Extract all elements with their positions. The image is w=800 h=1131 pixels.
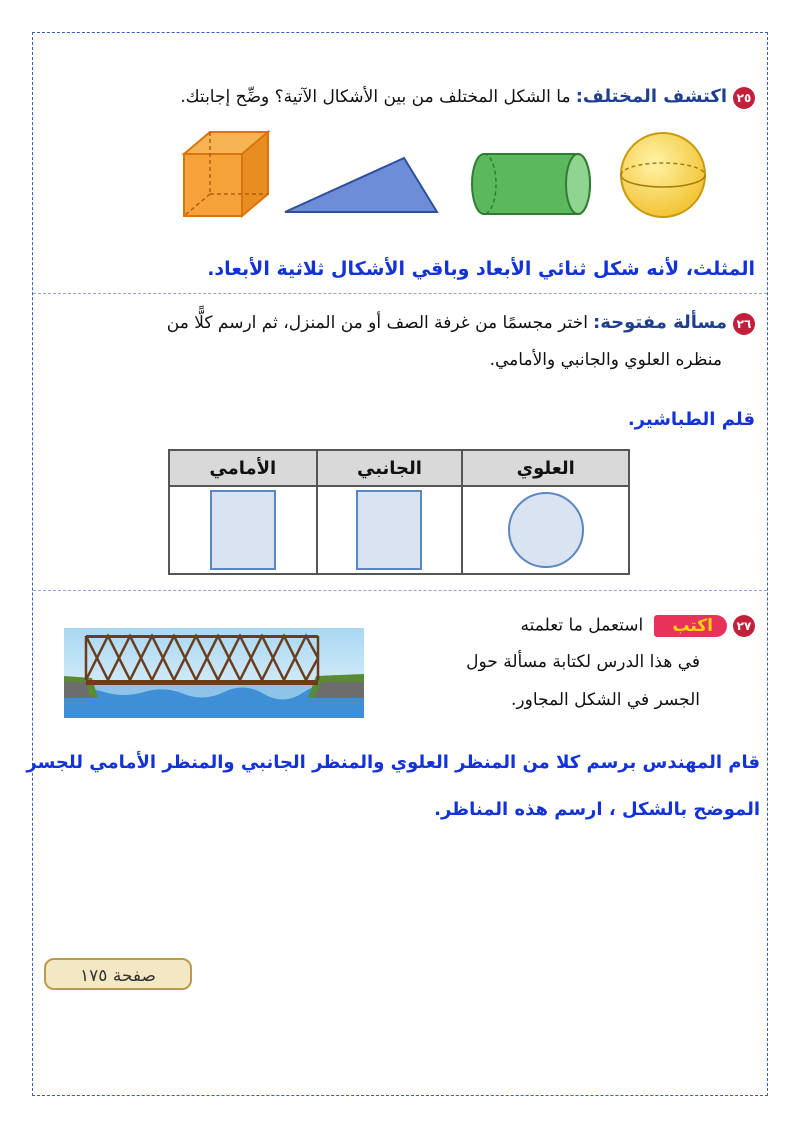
views-table-header-row bbox=[169, 450, 629, 486]
triangle-icon bbox=[282, 155, 440, 215]
cell-front-view bbox=[169, 486, 317, 574]
rectangle-shape bbox=[356, 490, 422, 570]
bridge-illustration bbox=[64, 628, 364, 718]
q26-text-line1: اختر مجسمًا من غرفة الصف أو من المنزل، ثم ارسم كلًّا من bbox=[166, 313, 588, 333]
q25-prompt bbox=[180, 86, 755, 109]
q27-text-line1: استعمل ما تعلمته bbox=[520, 615, 644, 636]
circle-shape bbox=[508, 492, 584, 568]
q26-heading: مسألة مفتوحة: bbox=[593, 312, 727, 333]
separator-1 bbox=[33, 293, 767, 294]
header-top-view: العلوي bbox=[462, 450, 629, 486]
separator-2 bbox=[33, 590, 767, 591]
sphere-icon bbox=[618, 130, 708, 220]
cylinder-icon bbox=[470, 150, 594, 218]
q27-text-line2: في هذا الدرس لكتابة مسألة حول bbox=[466, 652, 700, 672]
rectangle-shape bbox=[210, 490, 276, 570]
q27-prompt bbox=[521, 615, 755, 637]
q26-answer: قلم الطباشير. bbox=[627, 409, 755, 430]
q25-text: ما الشكل المختلف من بين الأشكال الآتية؟ وضِّح إجابتك. bbox=[180, 87, 571, 107]
page-number-badge: صفحة ١٧٥ bbox=[44, 958, 192, 990]
q26-text-line2: منظره العلوي والجانبي والأمامي. bbox=[489, 350, 722, 370]
header-side-view: الجانبي bbox=[317, 450, 463, 486]
q27-answer-line2: الموضح بالشكل ، ارسم هذه المناظر. bbox=[434, 799, 760, 820]
q27-number-badge: ٢٧ bbox=[733, 615, 755, 637]
q25-heading: اكتشف المختلف: bbox=[575, 86, 727, 107]
views-table-row bbox=[169, 486, 629, 574]
cube-icon bbox=[180, 128, 272, 220]
write-tag: اكتب bbox=[654, 615, 727, 637]
cell-side-view bbox=[317, 486, 463, 574]
cell-top-view bbox=[462, 486, 629, 574]
q26-number-badge: ٢٦ bbox=[733, 313, 755, 335]
q26-prompt bbox=[167, 312, 755, 335]
q27-text-line3: الجسر في الشكل المجاور. bbox=[511, 690, 700, 710]
header-front-view: الأمامي bbox=[169, 450, 317, 486]
q25-number-badge: ٢٥ bbox=[733, 87, 755, 109]
q27-answer-line1: قام المهندس برسم كلا من المنظر العلوي والمنظر الجانبي والمنظر الأمامي للجسر bbox=[26, 752, 760, 773]
q25-answer: المثلث، لأنه شكل ثنائي الأبعاد وباقي الأشكال ثلاثية الأبعاد. bbox=[207, 258, 755, 280]
views-table bbox=[168, 449, 630, 575]
